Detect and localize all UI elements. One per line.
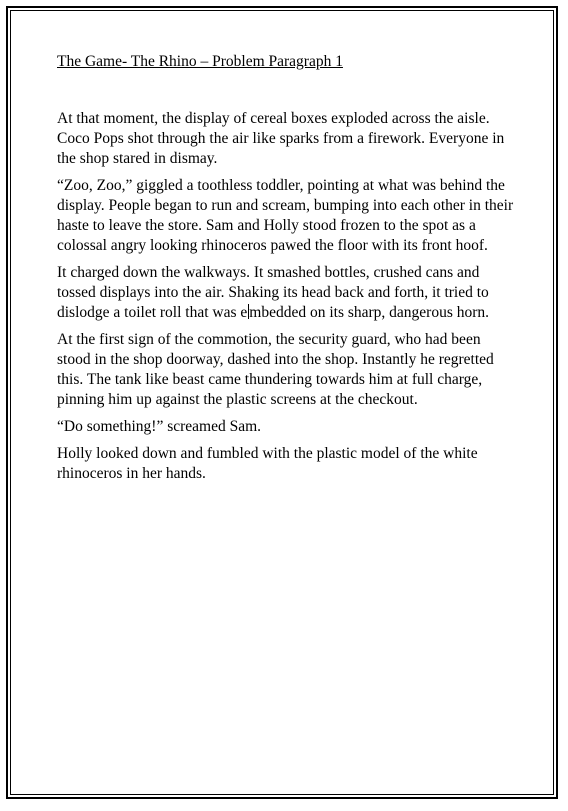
paragraph-3-text-before-cursor: It charged down the walkways. It smashed bottles, crushed cans and tossed displays into the air. Shaking its head back and forth, it tried to dislodge a toilet roll that was e	[57, 264, 489, 321]
document-body[interactable]	[57, 52, 517, 491]
document-title: The Game- The Rhino – Problem Paragraph 1	[57, 53, 343, 70]
paragraph-1: At that moment, the display of cereal boxes exploded across the aisle. Coco Pops shot through the air like sparks from a firework. Everyone in the shop stared in dismay.	[57, 110, 505, 167]
paragraph-6: Holly looked down and fumbled with the plastic model of the white rhinoceros in her hands.	[57, 445, 478, 482]
paragraph-4: At the first sign of the commotion, the security guard, who had been stood in the shop doorway, dashed into the shop. Instantly he regretted this. The tank like beast came thundering towards him at full charge, pinning him up against the plastic screens at the checkout.	[57, 331, 494, 408]
paragraph-3-text-after-cursor: mbedded on its sharp, dangerous horn.	[249, 304, 490, 321]
paragraph-5: “Do something!” screamed Sam.	[57, 418, 262, 435]
paragraph-3	[57, 263, 517, 323]
paragraph-2: “Zoo, Zoo,” giggled a toothless toddler, pointing at what was behind the display. People began to run and scream, bumping into each other in their haste to leave the store. Sam and Holly stood frozen to the spot as a colossal angry looking rhinoceros pawed the floor with its front hoof.	[57, 177, 514, 254]
